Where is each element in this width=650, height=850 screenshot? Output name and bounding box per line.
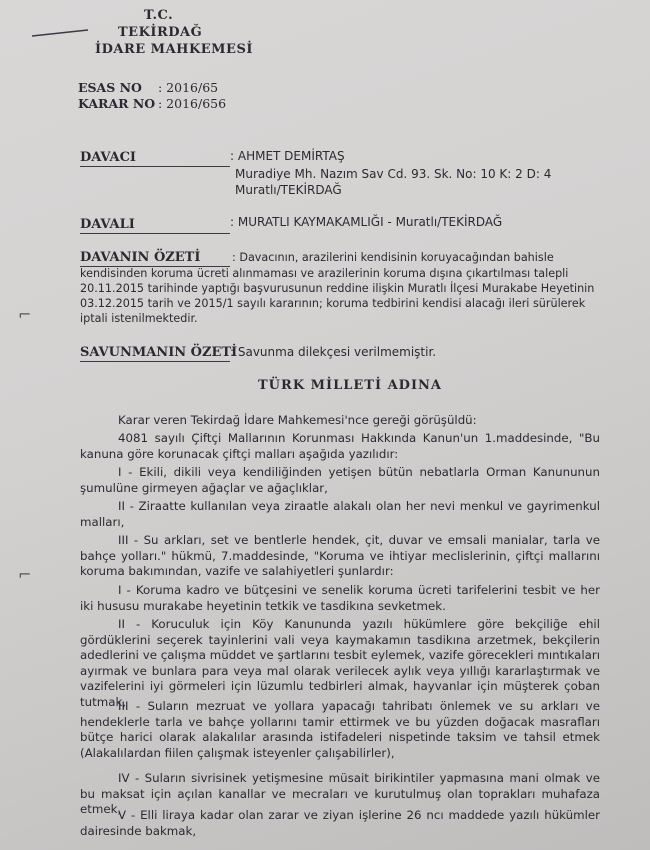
davaci-rule — [80, 166, 230, 167]
margin-mark-1: ⌐ — [18, 305, 32, 324]
body-paragraph-3: I - Ekili, dikili veya kendiliğinden yetişen bütün nebatlarla Orman Kanununun şumulüne girmeyen ağaçlar ve ağaçlıklar, — [80, 465, 600, 495]
summary-line1: : Davacının, arazilerini kendisinin koruyacağından bahisle — [232, 251, 554, 264]
body-paragraph-2: 4081 sayılı Çiftçi Mallarının Korunması Hakkında Kanun'un 1.maddesinde, "Bu kanuna göre korunacak çiftçi malları aşağıda yazılıdır: — [80, 431, 600, 461]
summary-label: DAVANIN ÖZETİ — [80, 250, 201, 265]
body-paragraph-1: Karar veren Tekirdağ İdare Mahkemesi'nce gereği görüşüldü: — [118, 413, 477, 427]
body-paragraph-9: IV - Suların sivrisinek yetişmesine müsait birikintiler yapmasına mani olmak ve bu maksat için açılan kanallar ve mecraları ve kurutulmuş olan toprakları muhafaza etmek, — [80, 771, 600, 816]
karar-label: KARAR NO — [78, 96, 156, 111]
davali-rule — [80, 233, 230, 234]
esas-value: : 2016/65 — [158, 80, 219, 95]
body-paragraph-4: II - Ziraatte kullanılan veya ziraatle alakalı olan her nevi menkul ve gayrimenkul malları, — [80, 499, 600, 529]
header-court: İDARE MAHKEMESİ — [95, 42, 253, 57]
body-paragraph-10: V - Elli liraya kadar olan zarar ve ziyan işlerine 26 ncı maddede yazılı hükümler dairesinde bakmak, — [80, 808, 600, 838]
karar-value: : 2016/656 — [158, 96, 227, 111]
davaci-label: DAVACI — [80, 150, 137, 165]
esas-row — [78, 80, 218, 95]
davaci-name: : AHMET DEMİRTAŞ — [230, 149, 345, 163]
summary-line5: iptali istenilmektedir. — [80, 312, 198, 325]
margin-mark-2: ⌐ — [18, 565, 32, 584]
defense-label: SAVUNMANIN ÖZETİ — [80, 345, 238, 360]
defense-rule — [80, 361, 230, 362]
summary-line2: kendisinden koruma ücreti alınmaması ve arazilerinin koruma dışına çıkartılması talepli — [80, 267, 569, 280]
pen-mark — [30, 26, 92, 40]
davaci-address-line2: Muratlı/TEKİRDAĞ — [235, 183, 342, 197]
header-tc: T.C. — [144, 8, 174, 23]
body-paragraph-6: I - Koruma kadro ve bütçesini ve senelik koruma ücreti tarifelerini tesbit ve her iki hususu murakabe heyetinin tetkik ve tasdikına sevketmek. — [80, 583, 600, 613]
davali-name: : MURATLI KAYMAKAMLIĞI - Muratlı/TEKİRDAĞ — [230, 215, 503, 229]
esas-label: ESAS NO — [78, 80, 142, 95]
defense-text: : Savunma dilekçesi verilmemiştir. — [230, 345, 437, 359]
karar-row — [78, 96, 226, 111]
davali-label: DAVALI — [80, 217, 135, 232]
body-paragraph-5: III - Su arkları, set ve bentlerle hendek, çit, duvar ve emsali manialar, tarla ve bahçe yolları." hükmü, 7.maddesinde, "Koruma ve ihtiyar meclislerinin, çiftçi mallarını koruma bakımından, vazife ve salahiyetleri şunlardır: — [80, 533, 600, 578]
summary-line4: 03.12.2015 tarih ve 2015/1 sayılı kararının; koruma tedbirini kendisi alacağı ileri sürülerek — [80, 297, 586, 310]
decision-title: TÜRK MİLLETİ ADINA — [258, 378, 442, 393]
body-paragraph-7: II - Koruculuk için Köy Kanununda yazılı hükümlere göre bekçiliğe ehil gördüklerini seçerek tayinlerini vali veya kaymakamın tasdikına arzetmek, bekçilerin adedlerini ve çalışma müddet ve şartlarını tesbit eylemek, vazife görecekleri mıntıkaları ayırmak ve bunlara para veya mal olarak verilecek aylık veya yıllığı kararlaştırmak ve vazifelerini iyi görmeleri için lüzumlu tedbirleri almak, hayvanlar için müşterek çoban tutmak, — [80, 617, 600, 709]
body-paragraph-8: III - Suların mezruat ve yollara yapacağı tahribatı önlemek ve su arkları ve hendeklerle tarla ve bahçe yollarını tamir ettirmek ve bu yüzden doğacak masrafları bütçe harici olarak alakalılar arasında istifadeleri nispetinde taksim ve tahsil etmek (Alakalılardan fiilen çalışmak isteyenler çalışabilirler), — [80, 699, 600, 760]
header-city: TEKİRDAĞ — [118, 25, 203, 40]
davaci-address-line1: Muradiye Mh. Nazım Sav Cd. 93. Sk. No: 10 K: 2 D: 4 — [235, 167, 552, 181]
summary-line3: 20.11.2015 tarihinde yaptığı başvurusunun reddine ilişkin Muratlı İlçesi Murakabe Heyetinin — [80, 282, 595, 295]
